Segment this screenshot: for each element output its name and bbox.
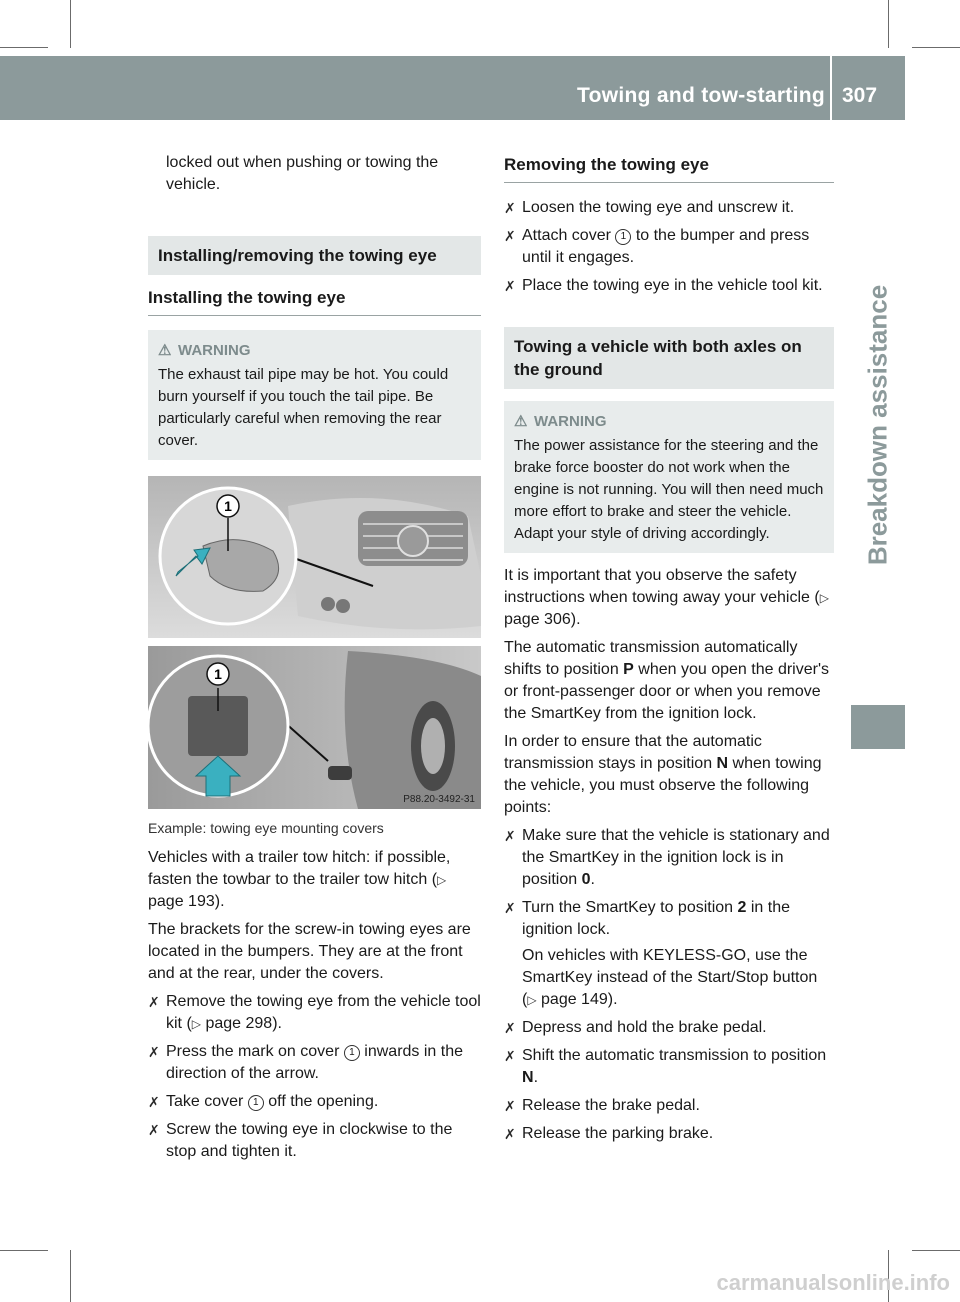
page-number: 307 [842,84,878,107]
crop-mark [912,47,960,48]
watermark: carmanualsonline.info [716,1270,950,1295]
bullet-x-icon: ✗ [148,994,160,1010]
bullet-x-icon: ✗ [504,828,516,844]
points-list [504,825,834,1145]
list-item: ✗ Screw the towing eye in clockwise to the stop and tighten it. [148,1121,453,1160]
list-item: ✗ Release the brake pedal. [504,1095,834,1117]
warning-triangle-icon: ⚠ [158,342,172,359]
brand-emblem [398,526,428,556]
remove-step-list [504,197,834,297]
bullet-x-icon: ✗ [148,1094,160,1110]
figure-ref: P88.20-3492-31 [403,794,475,805]
sub-title: Installing the towing eye [148,287,481,316]
intro-text: locked out when pushing or towing the vehicle. [166,154,439,193]
bullet-x-icon: ✗ [504,1048,516,1064]
sub-title: Removing the towing eye [504,154,834,183]
list-item: ✗ Release the parking brake. [504,1123,834,1145]
warning-text: The exhaust tail pipe may be hot. You could burn yourself if you touch the tail pipe. Be particularly careful when removing the rear cover. [158,366,449,449]
figure-caption: Example: towing eye mounting covers [148,820,384,836]
paragraph: In order to ensure that the automatic transmission stays in position N when towing the vehicle, you must observe the following points: [504,733,822,816]
list-item: ✗ Make sure that the vehicle is stationary and the SmartKey in the ignition lock is in position 0. [504,827,830,888]
paragraph: It is important that you observe the safety instructions when towing away your vehicle (▷ page 306). [504,567,829,628]
list-item: ✗ Shift the automatic transmission to position N. [504,1047,827,1086]
bullet-x-icon: ✗ [148,1044,160,1060]
warning-label: WARNING [178,342,251,359]
page-header-title: Towing and tow-starting [577,84,825,107]
bullet-x-icon: ✗ [504,1126,516,1142]
crop-mark [0,1250,48,1251]
bullet-x-icon: ✗ [504,228,516,244]
svg-text:1: 1 [214,666,222,682]
list-item: ✗ Press the mark on cover 1 inwards in the direction of the arrow. [148,1043,464,1082]
list-item: ✗ Place the towing eye in the vehicle tool kit. [504,275,834,297]
paragraph: The brackets for the screw-in towing eyes are located in the bumpers. They are at the front and at the rear, under the covers. [148,921,471,982]
callout-number: 1 [615,229,631,245]
page-ref-icon: ▷ [527,993,537,1007]
list-item: ✗ Loosen the towing eye and unscrew it. [504,197,834,219]
crop-mark [70,1250,71,1302]
bullet-x-icon: ✗ [504,900,516,916]
right-column [504,152,834,1151]
crop-mark [888,0,889,48]
list-item: ✗ Remove the towing eye from the vehicle tool kit (▷ page 298). [148,993,481,1032]
page-ref-icon: ▷ [191,1017,202,1031]
crop-mark [0,47,48,48]
bullet-x-icon: ✗ [148,1122,160,1138]
page-ref-icon: ▷ [437,873,447,887]
header-separator [830,56,832,120]
towing-eye-covers-illustration [148,476,481,809]
section-title: Installing/removing the towing eye [148,236,481,275]
bullet-x-icon: ✗ [504,200,516,216]
callout-number: 1 [248,1095,264,1111]
callout-number: 1 [344,1045,360,1061]
step-list [148,991,481,1163]
bullet-x-icon: ✗ [504,1020,516,1036]
warning-box [504,401,834,553]
crop-mark [70,0,71,48]
keyless-note: On vehicles with KEYLESS-GO, use the SmartKey instead of the Start/Stop button (▷ page 149). [522,947,818,1008]
list-item: ✗ Turn the SmartKey to position 2 in the ignition lock. On vehicles with KEYLESS-GO, use the SmartKey instead of the Start/Stop button (▷ page 149). [504,897,834,1011]
side-tab-marker [851,705,905,749]
warning-heading [514,411,824,433]
side-tab-label: Breakdown assistance [862,284,893,566]
bullet-x-icon: ✗ [504,278,516,294]
warning-heading [158,340,471,362]
list-item: ✗ Take cover 1 off the opening. [148,1091,481,1113]
warning-triangle-icon: ⚠ [514,413,528,430]
warning-box [148,330,481,460]
figure [148,476,481,809]
crop-mark [912,1250,960,1251]
callout-number: 1 [224,498,232,514]
list-item: ✗ Attach cover 1 to the bumper and press until it engages. [504,227,810,266]
list-item: ✗ Depress and hold the brake pedal. [504,1017,834,1039]
warning-text: The power assistance for the steering and the brake force booster do not work when the engine is not running. You will then need much more effort to brake and steer the vehicle. Adapt your style of driving accordingly. [514,437,824,542]
page-ref-icon: ▷ [819,591,829,605]
section-title: Towing a vehicle with both axles on the ground [504,327,834,389]
bullet-x-icon: ✗ [504,1098,516,1114]
warning-label: WARNING [534,413,607,430]
paragraph: The automatic transmission automatically shifts to position P when you open the driver's or front-passenger door or when you remove the SmartKey from the ignition lock. [504,639,830,722]
paragraph: Vehicles with a trailer tow hitch: if possible, fasten the towbar to the trailer tow hitch (▷ page 193). [148,849,451,910]
left-column [148,152,481,1169]
